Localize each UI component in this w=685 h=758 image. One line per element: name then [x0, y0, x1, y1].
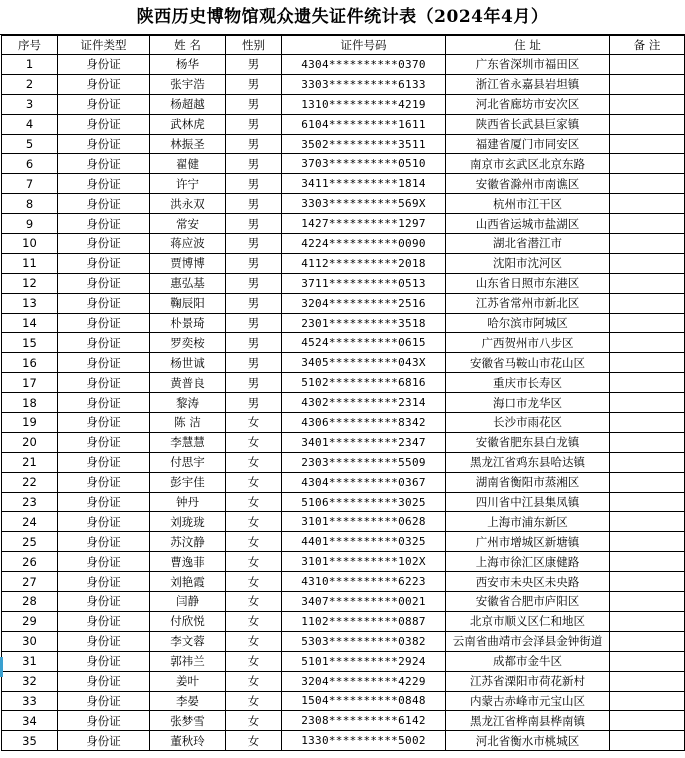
cell-address[interactable]: 陕西省长武县巨家镇 — [446, 114, 610, 134]
cell-id-number[interactable]: 3405**********043X — [282, 353, 446, 373]
cell-gender[interactable]: 男 — [226, 74, 282, 94]
cell-id-type[interactable]: 身份证 — [58, 651, 150, 671]
table-row — [2, 154, 685, 174]
cell-index[interactable]: 5 — [2, 134, 58, 154]
cell-id-number[interactable]: 5106**********3025 — [282, 492, 446, 512]
cell-index[interactable]: 35 — [2, 731, 58, 751]
cell-remarks[interactable] — [610, 532, 685, 552]
cell-id-number[interactable]: 1310**********4219 — [282, 94, 446, 114]
table-row — [2, 452, 685, 472]
cell-name[interactable]: 闫静 — [150, 592, 226, 612]
cell-address[interactable]: 西安市未央区未央路 — [446, 572, 610, 592]
cell-id-type[interactable]: 身份证 — [58, 413, 150, 433]
cell-address[interactable]: 杭州市江干区 — [446, 194, 610, 214]
cell-gender[interactable]: 女 — [226, 711, 282, 731]
cell-index[interactable]: 34 — [2, 711, 58, 731]
cell-id-type[interactable]: 身份证 — [58, 452, 150, 472]
cell-name[interactable]: 罗奕桉 — [150, 333, 226, 353]
cell-id-type[interactable]: 身份证 — [58, 432, 150, 452]
cell-remarks[interactable] — [610, 413, 685, 433]
cell-index[interactable]: 11 — [2, 253, 58, 273]
cell-id-type[interactable]: 身份证 — [58, 134, 150, 154]
cell-remarks[interactable] — [610, 194, 685, 214]
cell-remarks[interactable] — [610, 611, 685, 631]
cell-id-number[interactable]: 3101**********102X — [282, 552, 446, 572]
cell-gender[interactable]: 女 — [226, 432, 282, 452]
cell-remarks[interactable] — [610, 373, 685, 393]
table-row — [2, 592, 685, 612]
cell-gender[interactable]: 男 — [226, 353, 282, 373]
table-row — [2, 353, 685, 373]
table-row — [2, 691, 685, 711]
cell-address[interactable]: 四川省中江县集凤镇 — [446, 492, 610, 512]
cell-name[interactable]: 彭宇佳 — [150, 472, 226, 492]
cell-id-type[interactable]: 身份证 — [58, 691, 150, 711]
table-row — [2, 55, 685, 75]
cell-id-number[interactable]: 1504**********0848 — [282, 691, 446, 711]
cell-address[interactable]: 海口市龙华区 — [446, 393, 610, 413]
cell-remarks[interactable] — [610, 293, 685, 313]
cell-id-number[interactable]: 2301**********3518 — [282, 313, 446, 333]
cell-remarks[interactable] — [610, 214, 685, 234]
cell-index[interactable]: 17 — [2, 373, 58, 393]
cell-gender[interactable]: 男 — [226, 234, 282, 254]
cell-remarks[interactable] — [610, 731, 685, 751]
cell-id-type[interactable]: 身份证 — [58, 154, 150, 174]
cell-gender[interactable]: 女 — [226, 671, 282, 691]
cell-name[interactable]: 李晏 — [150, 691, 226, 711]
cell-remarks[interactable] — [610, 572, 685, 592]
table-row — [2, 74, 685, 94]
cell-name[interactable]: 刘艳霞 — [150, 572, 226, 592]
table-row — [2, 273, 685, 293]
cell-address[interactable]: 成都市金牛区 — [446, 651, 610, 671]
cell-address[interactable]: 湖南省衡阳市蒸湘区 — [446, 472, 610, 492]
cell-name[interactable]: 洪永双 — [150, 194, 226, 214]
table-row — [2, 174, 685, 194]
cell-remarks[interactable] — [610, 472, 685, 492]
cell-id-type[interactable]: 身份证 — [58, 711, 150, 731]
cell-id-number[interactable]: 3303**********569X — [282, 194, 446, 214]
cell-index[interactable]: 29 — [2, 611, 58, 631]
cell-remarks[interactable] — [610, 592, 685, 612]
cell-id-number[interactable]: 4302**********2314 — [282, 393, 446, 413]
cell-index[interactable]: 20 — [2, 432, 58, 452]
table-row — [2, 214, 685, 234]
cell-index[interactable]: 28 — [2, 592, 58, 612]
cell-id-type[interactable]: 身份证 — [58, 174, 150, 194]
cell-id-type[interactable]: 身份证 — [58, 214, 150, 234]
cell-name[interactable]: 常安 — [150, 214, 226, 234]
cell-gender[interactable]: 男 — [226, 214, 282, 234]
cell-remarks[interactable] — [610, 671, 685, 691]
table-row — [2, 293, 685, 313]
cell-id-type[interactable]: 身份证 — [58, 631, 150, 651]
cell-remarks[interactable] — [610, 253, 685, 273]
cell-gender[interactable]: 女 — [226, 651, 282, 671]
cell-id-number[interactable]: 5102**********6816 — [282, 373, 446, 393]
table-row — [2, 413, 685, 433]
cell-id-type[interactable]: 身份证 — [58, 94, 150, 114]
header-row — [2, 36, 685, 55]
sheet-title: 陕西历史博物馆观众遗失证件统计表（2024年4月） — [0, 0, 685, 35]
cell-address[interactable]: 安徽省合肥市庐阳区 — [446, 592, 610, 612]
cell-remarks[interactable] — [610, 432, 685, 452]
cell-name[interactable]: 刘珑珑 — [150, 512, 226, 532]
cell-name[interactable]: 郭祎兰 — [150, 651, 226, 671]
cell-gender[interactable]: 男 — [226, 114, 282, 134]
cell-gender[interactable]: 男 — [226, 253, 282, 273]
cell-address[interactable]: 云南省曲靖市会泽县金钟街道 — [446, 631, 610, 651]
cell-gender[interactable]: 女 — [226, 691, 282, 711]
cell-id-number[interactable]: 2308**********6142 — [282, 711, 446, 731]
cell-index[interactable]: 13 — [2, 293, 58, 313]
cell-address[interactable]: 安徽省滁州市南谯区 — [446, 174, 610, 194]
cell-id-number[interactable]: 2303**********5509 — [282, 452, 446, 472]
cell-id-number[interactable]: 4306**********8342 — [282, 413, 446, 433]
table-row — [2, 234, 685, 254]
table-row — [2, 393, 685, 413]
cell-index[interactable]: 12 — [2, 273, 58, 293]
cell-gender[interactable]: 女 — [226, 532, 282, 552]
cell-index[interactable]: 23 — [2, 492, 58, 512]
cell-id-number[interactable]: 3303**********6133 — [282, 74, 446, 94]
cell-name[interactable]: 董秋玲 — [150, 731, 226, 751]
cell-id-number[interactable]: 4310**********6223 — [282, 572, 446, 592]
cell-id-type[interactable]: 身份证 — [58, 492, 150, 512]
cell-index[interactable]: 33 — [2, 691, 58, 711]
cell-name[interactable]: 杨世诚 — [150, 353, 226, 373]
cell-gender[interactable]: 男 — [226, 373, 282, 393]
cell-index[interactable]: 1 — [2, 55, 58, 75]
cell-id-number[interactable]: 3502**********3511 — [282, 134, 446, 154]
cell-name[interactable]: 林振圣 — [150, 134, 226, 154]
cell-index[interactable]: 9 — [2, 214, 58, 234]
table-row — [2, 532, 685, 552]
cell-address[interactable]: 山西省运城市盐湖区 — [446, 214, 610, 234]
cell-remarks[interactable] — [610, 74, 685, 94]
cell-gender[interactable]: 男 — [226, 94, 282, 114]
cell-id-type[interactable]: 身份证 — [58, 373, 150, 393]
cell-id-type[interactable]: 身份证 — [58, 731, 150, 751]
cell-remarks[interactable] — [610, 114, 685, 134]
cell-address[interactable]: 浙江省永嘉县岩坦镇 — [446, 74, 610, 94]
cell-gender[interactable]: 男 — [226, 154, 282, 174]
cell-gender[interactable]: 男 — [226, 333, 282, 353]
cell-id-number[interactable]: 3411**********1814 — [282, 174, 446, 194]
cell-id-number[interactable]: 3401**********2347 — [282, 432, 446, 452]
cell-index[interactable]: 3 — [2, 94, 58, 114]
cell-index[interactable]: 10 — [2, 234, 58, 254]
cell-gender[interactable]: 男 — [226, 313, 282, 333]
cell-name[interactable]: 李慧慧 — [150, 432, 226, 452]
cell-gender[interactable]: 男 — [226, 194, 282, 214]
cell-id-type[interactable]: 身份证 — [58, 393, 150, 413]
table-row — [2, 671, 685, 691]
cell-id-number[interactable]: 5101**********2924 — [282, 651, 446, 671]
cell-address[interactable]: 哈尔滨市阿城区 — [446, 313, 610, 333]
cell-address[interactable]: 北京市顺义区仁和地区 — [446, 611, 610, 631]
cell-remarks[interactable] — [610, 154, 685, 174]
cell-id-type[interactable]: 身份证 — [58, 74, 150, 94]
cell-id-type[interactable]: 身份证 — [58, 114, 150, 134]
cell-id-type[interactable]: 身份证 — [58, 234, 150, 254]
cell-name[interactable]: 张梦雪 — [150, 711, 226, 731]
cell-id-number[interactable]: 4224**********0090 — [282, 234, 446, 254]
table-row — [2, 94, 685, 114]
cell-address[interactable]: 河北省廊坊市安次区 — [446, 94, 610, 114]
cell-id-number[interactable]: 4304**********0367 — [282, 472, 446, 492]
cell-index[interactable]: 15 — [2, 333, 58, 353]
cell-gender[interactable]: 男 — [226, 174, 282, 194]
table-row — [2, 611, 685, 631]
cell-name[interactable]: 武林虎 — [150, 114, 226, 134]
table-row — [2, 253, 685, 273]
cell-index[interactable]: 32 — [2, 671, 58, 691]
selection-marker — [0, 657, 3, 677]
cell-id-type[interactable]: 身份证 — [58, 55, 150, 75]
cell-gender[interactable]: 女 — [226, 492, 282, 512]
cell-gender[interactable]: 男 — [226, 293, 282, 313]
cell-remarks[interactable] — [610, 313, 685, 333]
cell-name[interactable]: 姜叶 — [150, 671, 226, 691]
cell-remarks[interactable] — [610, 452, 685, 472]
cell-index[interactable]: 16 — [2, 353, 58, 373]
cell-id-number[interactable]: 5303**********0382 — [282, 631, 446, 651]
cell-remarks[interactable] — [610, 234, 685, 254]
col-header-id-number: 证件号码 — [282, 36, 446, 55]
cell-id-number[interactable]: 1330**********5002 — [282, 731, 446, 751]
cell-id-number[interactable]: 1102**********0887 — [282, 611, 446, 631]
cell-remarks[interactable] — [610, 353, 685, 373]
table-row — [2, 552, 685, 572]
cell-index[interactable]: 21 — [2, 452, 58, 472]
cell-remarks[interactable] — [610, 134, 685, 154]
cell-name[interactable]: 黎涛 — [150, 393, 226, 413]
cell-address[interactable]: 广东省深圳市福田区 — [446, 55, 610, 75]
cell-address[interactable]: 广州市增城区新塘镇 — [446, 532, 610, 552]
cell-name[interactable]: 付思宇 — [150, 452, 226, 472]
cell-gender[interactable]: 女 — [226, 592, 282, 612]
cell-address[interactable]: 上海市浦东新区 — [446, 512, 610, 532]
cell-remarks[interactable] — [610, 492, 685, 512]
cell-name[interactable]: 许宁 — [150, 174, 226, 194]
cell-gender[interactable]: 女 — [226, 631, 282, 651]
table-row — [2, 731, 685, 751]
cell-index[interactable]: 19 — [2, 413, 58, 433]
cell-id-type[interactable]: 身份证 — [58, 472, 150, 492]
cell-id-type[interactable]: 身份证 — [58, 333, 150, 353]
cell-id-type[interactable]: 身份证 — [58, 611, 150, 631]
cell-id-number[interactable]: 3204**********4229 — [282, 671, 446, 691]
cell-remarks[interactable] — [610, 94, 685, 114]
cell-index[interactable]: 26 — [2, 552, 58, 572]
cell-id-type[interactable]: 身份证 — [58, 353, 150, 373]
table-row — [2, 512, 685, 532]
cell-name[interactable]: 付欣悦 — [150, 611, 226, 631]
table-row — [2, 114, 685, 134]
cell-index[interactable]: 4 — [2, 114, 58, 134]
cell-id-type[interactable]: 身份证 — [58, 532, 150, 552]
table-row — [2, 313, 685, 333]
cell-remarks[interactable] — [610, 711, 685, 731]
cell-id-type[interactable]: 身份证 — [58, 293, 150, 313]
cell-id-number[interactable]: 3407**********0021 — [282, 592, 446, 612]
cell-id-type[interactable]: 身份证 — [58, 512, 150, 532]
cell-name[interactable]: 贾博博 — [150, 253, 226, 273]
cell-index[interactable]: 6 — [2, 154, 58, 174]
cell-remarks[interactable] — [610, 55, 685, 75]
cell-gender[interactable]: 男 — [226, 393, 282, 413]
cell-name[interactable]: 惠弘基 — [150, 273, 226, 293]
cell-gender[interactable]: 女 — [226, 611, 282, 631]
cell-name[interactable]: 李文蓉 — [150, 631, 226, 651]
col-header-gender: 性别 — [226, 36, 282, 55]
cell-index[interactable]: 25 — [2, 532, 58, 552]
cell-remarks[interactable] — [610, 273, 685, 293]
cell-name[interactable]: 苏汶静 — [150, 532, 226, 552]
cell-gender[interactable]: 男 — [226, 55, 282, 75]
cell-id-type[interactable]: 身份证 — [58, 552, 150, 572]
col-header-remarks: 备 注 — [610, 36, 685, 55]
cell-name[interactable]: 朴景琦 — [150, 313, 226, 333]
cell-id-type[interactable]: 身份证 — [58, 671, 150, 691]
cell-id-number[interactable]: 3101**********0628 — [282, 512, 446, 532]
cell-address[interactable]: 江苏省常州市新北区 — [446, 293, 610, 313]
cell-address[interactable]: 山东省日照市东港区 — [446, 273, 610, 293]
cell-address[interactable]: 南京市玄武区北京东路 — [446, 154, 610, 174]
cell-gender[interactable]: 男 — [226, 134, 282, 154]
cell-address[interactable]: 黑龙江省桦南县桦南镇 — [446, 711, 610, 731]
cell-name[interactable]: 陈 洁 — [150, 413, 226, 433]
cell-name[interactable]: 钟丹 — [150, 492, 226, 512]
cell-address[interactable]: 沈阳市沈河区 — [446, 253, 610, 273]
cell-index[interactable]: 18 — [2, 393, 58, 413]
cell-name[interactable]: 蒋应波 — [150, 234, 226, 254]
cell-name[interactable]: 杨超越 — [150, 94, 226, 114]
cell-name[interactable]: 鞠辰阳 — [150, 293, 226, 313]
table-row — [2, 711, 685, 731]
table-row — [2, 194, 685, 214]
table-row — [2, 492, 685, 512]
table-row — [2, 333, 685, 353]
cell-address[interactable]: 上海市徐汇区康健路 — [446, 552, 610, 572]
cell-remarks[interactable] — [610, 552, 685, 572]
cell-id-type[interactable]: 身份证 — [58, 313, 150, 333]
cell-address[interactable]: 广西贺州市八步区 — [446, 333, 610, 353]
cell-remarks[interactable] — [610, 651, 685, 671]
col-header-address: 住 址 — [446, 36, 610, 55]
cell-gender[interactable]: 女 — [226, 512, 282, 532]
cell-address[interactable]: 湖北省潜江市 — [446, 234, 610, 254]
cell-id-number[interactable]: 3711**********0513 — [282, 273, 446, 293]
cell-remarks[interactable] — [610, 691, 685, 711]
cell-address[interactable]: 黑龙江省鸡东县哈达镇 — [446, 452, 610, 472]
lost-id-table — [1, 35, 685, 751]
cell-gender[interactable]: 女 — [226, 552, 282, 572]
col-header-name: 姓 名 — [150, 36, 226, 55]
cell-index[interactable]: 27 — [2, 572, 58, 592]
cell-name[interactable]: 杨华 — [150, 55, 226, 75]
cell-id-type[interactable]: 身份证 — [58, 592, 150, 612]
cell-address[interactable]: 河北省衡水市桃城区 — [446, 731, 610, 751]
cell-id-type[interactable]: 身份证 — [58, 273, 150, 293]
table-row — [2, 572, 685, 592]
cell-name[interactable]: 张宇浩 — [150, 74, 226, 94]
cell-id-number[interactable]: 6104**********1611 — [282, 114, 446, 134]
cell-id-number[interactable]: 4112**********2018 — [282, 253, 446, 273]
cell-index[interactable]: 31 — [2, 651, 58, 671]
cell-gender[interactable]: 女 — [226, 572, 282, 592]
cell-gender[interactable]: 女 — [226, 452, 282, 472]
cell-address[interactable]: 长沙市雨花区 — [446, 413, 610, 433]
cell-id-number[interactable]: 4401**********0325 — [282, 532, 446, 552]
cell-address[interactable]: 江苏省溧阳市荷花新村 — [446, 671, 610, 691]
cell-gender[interactable]: 女 — [226, 731, 282, 751]
col-header-index: 序号 — [2, 36, 58, 55]
cell-index[interactable]: 14 — [2, 313, 58, 333]
cell-address[interactable]: 重庆市长寿区 — [446, 373, 610, 393]
cell-name[interactable]: 曹逸菲 — [150, 552, 226, 572]
cell-name[interactable]: 翟健 — [150, 154, 226, 174]
cell-remarks[interactable] — [610, 174, 685, 194]
cell-id-number[interactable]: 3204**********2516 — [282, 293, 446, 313]
cell-id-type[interactable]: 身份证 — [58, 194, 150, 214]
cell-index[interactable]: 22 — [2, 472, 58, 492]
cell-address[interactable]: 福建省厦门市同安区 — [446, 134, 610, 154]
cell-gender[interactable]: 女 — [226, 472, 282, 492]
cell-gender[interactable]: 男 — [226, 273, 282, 293]
table-row — [2, 134, 685, 154]
cell-index[interactable]: 7 — [2, 174, 58, 194]
table-row — [2, 631, 685, 651]
cell-address[interactable]: 安徽省肥东县白龙镇 — [446, 432, 610, 452]
cell-id-number[interactable]: 1427**********1297 — [282, 214, 446, 234]
cell-remarks[interactable] — [610, 512, 685, 532]
cell-index[interactable]: 24 — [2, 512, 58, 532]
cell-id-number[interactable]: 4524**********0615 — [282, 333, 446, 353]
cell-address[interactable]: 安徽省马鞍山市花山区 — [446, 353, 610, 373]
cell-remarks[interactable] — [610, 631, 685, 651]
cell-id-number[interactable]: 4304**********0370 — [282, 55, 446, 75]
cell-id-number[interactable]: 3703**********0510 — [282, 154, 446, 174]
cell-id-type[interactable]: 身份证 — [58, 572, 150, 592]
table-row — [2, 651, 685, 671]
cell-remarks[interactable] — [610, 333, 685, 353]
cell-index[interactable]: 30 — [2, 631, 58, 651]
col-header-id-type: 证件类型 — [58, 36, 150, 55]
cell-remarks[interactable] — [610, 393, 685, 413]
table-row — [2, 472, 685, 492]
table-row — [2, 373, 685, 393]
table-row — [2, 432, 685, 452]
cell-index[interactable]: 8 — [2, 194, 58, 214]
cell-id-type[interactable]: 身份证 — [58, 253, 150, 273]
cell-address[interactable]: 内蒙古赤峰市元宝山区 — [446, 691, 610, 711]
cell-gender[interactable]: 女 — [226, 413, 282, 433]
cell-index[interactable]: 2 — [2, 74, 58, 94]
cell-name[interactable]: 黄普良 — [150, 373, 226, 393]
